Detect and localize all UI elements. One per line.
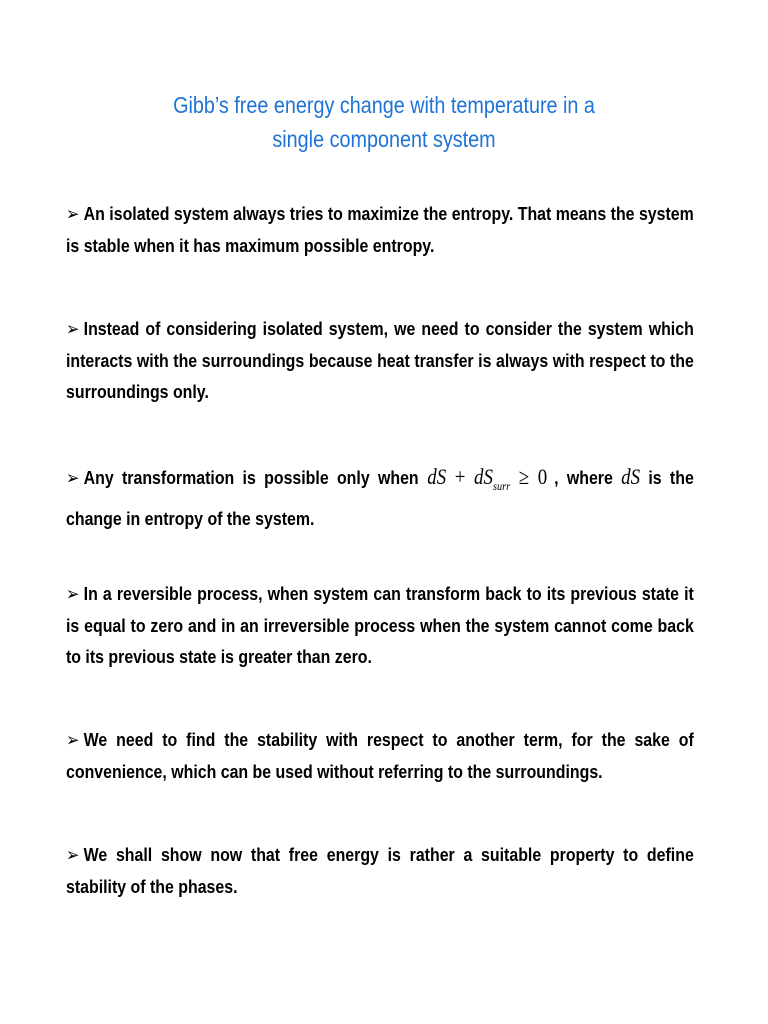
arrow-bullet-icon: ➢ [66, 729, 80, 750]
eq-ds: dS [427, 464, 447, 489]
eq-ds-surr: dS [474, 464, 493, 489]
bullet-point-2 [66, 313, 694, 408]
bullet-point-1 [66, 198, 694, 261]
title-line-1: Gibb’s free energy change with temperature in a [173, 92, 595, 118]
eq-relation: ≥ [510, 464, 538, 489]
arrow-bullet-icon: ➢ [66, 844, 80, 865]
arrow-bullet-icon: ➢ [66, 203, 80, 224]
bullet-text-middle: , where [554, 467, 613, 488]
eq-zero: 0 [537, 464, 548, 489]
entropy-variable: dS [621, 464, 641, 489]
title-line-2: single component system [272, 126, 496, 152]
bullet-point-4 [66, 578, 694, 673]
bullet-point-6 [66, 839, 694, 902]
eq-subscript: surr [492, 479, 511, 493]
bullet-point-3 [66, 461, 694, 534]
bullet-text: In a reversible process, when system can transform back to its previous state it is equal to zero and in an irreversible process when the system cannot come back to its previous state is greater than zero. [66, 583, 694, 667]
arrow-bullet-icon: ➢ [66, 583, 80, 604]
entropy-inequality-equation [427, 464, 548, 493]
bullet-text-after: is the change in entropy of the system. [66, 467, 694, 529]
eq-plus: + [446, 464, 475, 489]
bullet-text: An isolated system always tries to maximize the entropy. That means the system is stable when it has maximum possible entropy. [66, 203, 694, 256]
bullet-text: We need to find the stability with respect to another term, for the sake of convenience, which can be used without referring to the surroundings. [66, 729, 694, 782]
slide-title [105, 88, 662, 156]
bullet-text: We shall show now that free energy is rather a suitable property to define stability of the phases. [66, 844, 694, 897]
bullet-text-before: Any transformation is possible only when [83, 467, 419, 488]
bullet-point-5 [66, 724, 694, 787]
arrow-bullet-icon: ➢ [66, 318, 80, 339]
arrow-bullet-icon: ➢ [66, 467, 80, 488]
bullet-text: Instead of considering isolated system, we need to consider the system which interacts with the surroundings because heat transfer is always with respect to the surroundings only. [66, 318, 694, 402]
